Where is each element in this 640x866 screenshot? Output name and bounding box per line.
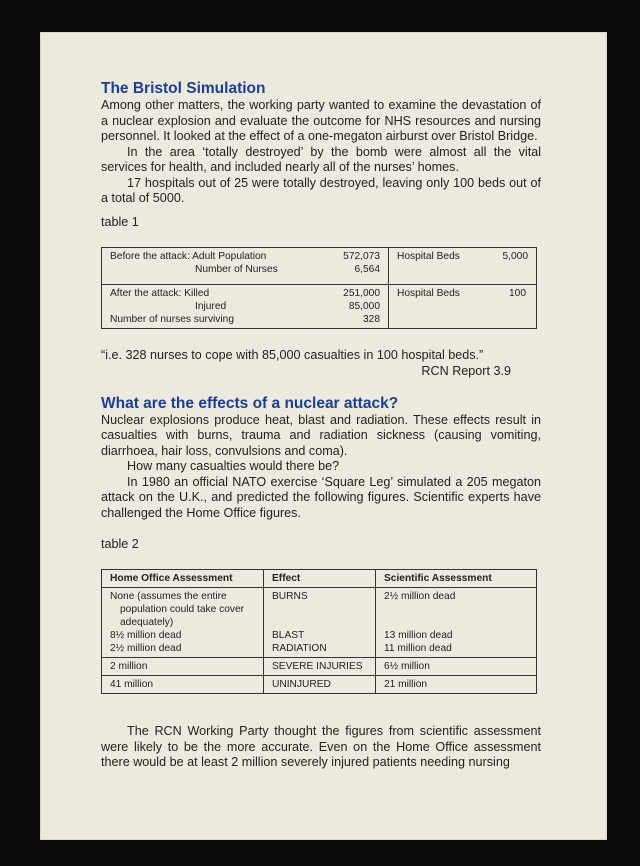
row-label: Adult Population: [192, 250, 267, 262]
table-cell: [389, 247, 537, 284]
row-label: Number of Nurses: [195, 263, 278, 275]
paragraph: How many casualties would there be?: [127, 459, 340, 473]
table-1: [101, 247, 537, 329]
table-cell: 41 million: [102, 676, 264, 694]
table-line: [110, 313, 380, 326]
column-header: Scientific Assessment: [376, 570, 537, 588]
row-label: Killed: [184, 287, 210, 299]
table-cell: 6½ million: [376, 658, 537, 676]
table-cell: [102, 588, 264, 658]
table-cell: [102, 247, 389, 284]
paragraph: 17 hospitals out of 25 were totally destroyed, leaving only 100 beds out of a total of 5000.: [101, 175, 541, 205]
table-cell: [389, 284, 537, 328]
column-header: Effect: [264, 570, 376, 588]
cell-line: population could take cover: [120, 604, 245, 615]
table-2: [101, 569, 537, 694]
row-value: 6,564: [354, 263, 380, 275]
table-row: [102, 658, 537, 676]
table-cell: SEVERE INJURIES: [264, 658, 376, 676]
row-value: 85,000: [348, 300, 380, 312]
column-header: Home Office Assessment: [102, 570, 264, 588]
cell-line: 13 million dead: [384, 630, 453, 641]
table-label: table 2: [101, 537, 139, 551]
row-label: Injured: [195, 300, 227, 312]
table-cell: UNINJURED: [264, 676, 376, 694]
table-cell: 21 million: [376, 676, 537, 694]
quote: “i.e. 328 nurses to cope with 85,000 casualties in 100 hospital beds.”: [101, 347, 484, 362]
table-cell: 2 million: [102, 658, 264, 676]
table-line: [397, 287, 528, 300]
table-row: [102, 247, 537, 284]
table-line: [110, 287, 380, 300]
section-title-bristol: The Bristol Simulation: [101, 80, 266, 97]
content: [101, 80, 541, 771]
row-value: 251,000: [343, 287, 380, 299]
row-value: 328: [363, 313, 380, 325]
paragraph: In the area ‘totally destroyed’ by the bomb were almost all the vital services for health, and included nearly all of the nurses’ homes.: [101, 144, 541, 174]
closing-paragraph: The RCN Working Party thought the figures from scientific assessment were likely to be the more accurate. Even on the Home Office assessment there would be at least 2 million severely injured patients needing nursing: [101, 724, 541, 769]
table-line: [397, 250, 528, 263]
table-row: [102, 588, 537, 658]
cell-line: 11 million dead: [384, 643, 452, 654]
cell-line: 2½ million dead: [110, 643, 182, 654]
table-line: [110, 300, 380, 313]
table-row: [102, 676, 537, 694]
cell-line: 8½ million dead: [110, 630, 182, 641]
page: [40, 32, 607, 840]
row-label: Hospital Beds: [397, 250, 460, 262]
cell-line: RADIATION: [272, 643, 327, 654]
row-value: 572,073: [343, 250, 380, 262]
row-value: 100: [509, 287, 526, 299]
table-line: [110, 250, 380, 263]
quote-source: RCN Report 3.9: [421, 363, 511, 378]
table-line: [110, 263, 380, 276]
cell-line: 2½ million dead: [384, 591, 456, 602]
cell-line: None (assumes the entire: [110, 591, 227, 602]
paragraph: In 1980 an official NATO exercise ‘Square Leg’ simulated a 205 megaton attack on the U.K., and predicted the following figures. Scientific experts have challenged the Home Office figures.: [101, 474, 541, 520]
row-label: Number of nurses surviving: [110, 313, 234, 325]
paragraph: Among other matters, the working party wanted to examine the devastation of a nuclear explosion and evaluate the outcome for NHS resources and nursing personnel. It looked at the effect of a one-megaton airburst over Bristol Bridge.: [101, 98, 541, 143]
row-label: Hospital Beds: [397, 287, 460, 299]
row-prefix: Before the attack:: [110, 250, 190, 262]
table-row: [102, 284, 537, 328]
row-prefix: After the attack:: [110, 287, 182, 299]
table-cell: [102, 284, 389, 328]
row-value: 5,000: [502, 250, 528, 262]
cell-line: adequately): [120, 617, 174, 628]
cell-line: BURNS: [272, 591, 308, 602]
table-cell: [264, 588, 376, 658]
table-label: table 1: [101, 214, 139, 229]
table-header-row: [102, 570, 537, 588]
table-cell: [376, 588, 537, 658]
section-title-effects: What are the effects of a nuclear attack?: [101, 394, 399, 412]
paragraph: Nuclear explosions produce heat, blast and radiation. These effects result in casualties with burns, trauma and radiation sickness (causing vomiting, diarrhoea, hair loss, convulsions and coma).: [101, 412, 541, 458]
cell-line: BLAST: [272, 630, 305, 641]
